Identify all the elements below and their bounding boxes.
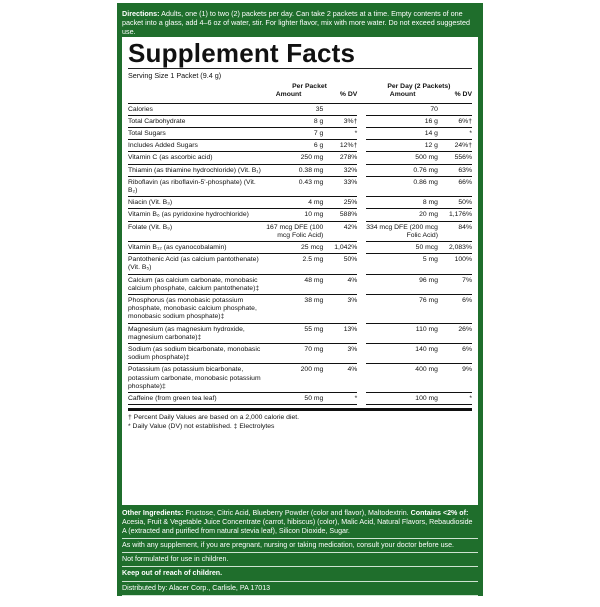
per-day-amount: 0.76 mg <box>366 164 438 176</box>
directions-block <box>122 9 478 36</box>
per-packet-amount: 50 mg <box>262 392 324 404</box>
column-gap <box>357 103 365 115</box>
column-gap <box>357 221 365 241</box>
per-day-dv: 84% <box>438 221 472 241</box>
nutrient-row <box>128 221 472 241</box>
per-day-dv: 24%† <box>438 140 472 152</box>
nutrient-name: Vitamin B₆ (as pyridoxine hydrochloride) <box>128 209 262 221</box>
per-packet-amount: 200 mg <box>262 364 324 393</box>
consumer-line: Consumer Line: 1.888.425.2362 <box>122 597 224 606</box>
per-day-dv: 6% <box>438 343 472 363</box>
footnote: † Percent Daily Values are based on a 2,000 calorie diet. <box>128 414 300 422</box>
per-packet-dv: * <box>323 127 357 139</box>
per-day-amount: 100 mg <box>366 392 438 404</box>
per-packet-amount: 0.38 mg <box>262 164 324 176</box>
column-gap <box>357 392 365 404</box>
per-packet-amount: 55 mg <box>262 323 324 343</box>
per-packet-dv: 278% <box>323 152 357 164</box>
column-gap <box>357 176 365 196</box>
nutrient-name: Magnesium (as magnesium hydroxide, magnesium carbonate)‡ <box>128 323 262 343</box>
per-day-dv: 556% <box>438 152 472 164</box>
per-day-amount: 16 g <box>366 115 438 127</box>
facts-header-row <box>128 81 472 103</box>
nutrient-row <box>128 197 472 209</box>
nutrient-row <box>128 115 472 127</box>
column-gap <box>357 140 365 152</box>
per-day-dv: 6% <box>438 294 472 323</box>
column-gap <box>357 323 365 343</box>
directions-label: Directions: <box>122 9 160 18</box>
per-packet-dv: 12%† <box>323 140 357 152</box>
nutrient-name: Includes Added Sugars <box>128 140 262 152</box>
per-day-dv <box>438 103 472 115</box>
per-day-amount: 20 mg <box>366 209 438 221</box>
column-gap <box>357 343 365 363</box>
nutrient-row <box>128 254 472 274</box>
per-day-amount: 70 <box>366 103 438 115</box>
per-packet-dv: 50% <box>323 254 357 274</box>
facts-title: Supplement Facts <box>128 40 472 69</box>
per-packet-amount: 7 g <box>262 127 324 139</box>
per-packet-dv: 1,042% <box>323 241 357 253</box>
per-packet-amount: 4 mg <box>262 197 324 209</box>
per-packet-dv: 33% <box>323 176 357 196</box>
nutrient-row <box>128 164 472 176</box>
per-packet-dv: 13% <box>323 323 357 343</box>
other-ingredients-text: Fructose, Citric Acid, Blueberry Powder (color and flavor), Maltodextrin. <box>185 509 409 517</box>
per-packet-dv: * <box>323 392 357 404</box>
per-packet-amount: 10 mg <box>262 209 324 221</box>
per-day-dv: 7% <box>438 274 472 294</box>
per-packet-amount: 2.5 mg <box>262 254 324 274</box>
nutrient-name: Sodium (as sodium bicarbonate, monobasic sodium phosphate)‡ <box>128 343 262 363</box>
nutrient-name: Pantothenic Acid (as calcium pantothenate) (Vit. B₅) <box>128 254 262 274</box>
per-day-amount: 334 mcg DFE (200 mcg Folic Acid) <box>366 221 438 241</box>
per-packet-amount: 38 mg <box>262 294 324 323</box>
per-day-label: Per Day (2 Packets) <box>387 83 451 90</box>
per-packet-dv: 3% <box>323 294 357 323</box>
nutrient-row <box>128 127 472 139</box>
per-day-dv: 2,083% <box>438 241 472 253</box>
nutrient-row <box>128 323 472 343</box>
column-gap <box>357 164 365 176</box>
per-day-dv: 66% <box>438 176 472 196</box>
per-day-amount: 400 mg <box>366 364 438 393</box>
per-packet-amount: 48 mg <box>262 274 324 294</box>
contains-text: Acesia, Fruit & Vegetable Juice Concentrate (carrot, hibiscus) (color), Malic Acid, Natural Flavors, Rebaudioside A (extracted and purified from natural stevia leaf), Silicon Dioxide, Sugar. <box>122 518 473 536</box>
contains-label: Contains <2% of: <box>410 509 469 517</box>
per-day-dv: 50% <box>438 197 472 209</box>
serving-size: Serving Size 1 Packet (9.4 g) <box>128 71 222 80</box>
column-gap <box>357 152 365 164</box>
nutrient-name: Calories <box>128 103 262 115</box>
per-packet-dv: 588% <box>323 209 357 221</box>
per-packet-amount: 25 mcg <box>262 241 324 253</box>
column-gap <box>357 254 365 274</box>
nutrient-name: Phosphorus (as monobasic potassium phosphate, monobasic calcium phosphate, monobasic sodium phosphate)‡ <box>128 294 262 323</box>
dv-label: % DV <box>454 91 472 99</box>
nutrient-name: Folate (Vit. B₉) <box>128 221 262 241</box>
per-packet-amount: 250 mg <box>262 152 324 164</box>
per-day-amount: 0.86 mg <box>366 176 438 196</box>
per-day-amount: 500 mg <box>366 152 438 164</box>
per-day-amount: 14 g <box>366 127 438 139</box>
per-day-amount: 110 mg <box>366 323 438 343</box>
distributor: Distributed by: Alacer Corp., Carlisle, PA 17013 <box>122 581 478 593</box>
per-day-dv: 63% <box>438 164 472 176</box>
per-day-dv: 6%† <box>438 115 472 127</box>
per-packet-label: Per Packet <box>292 83 327 90</box>
per-packet-amount: 167 mcg DFE (100 mcg Folic Acid) <box>262 221 324 241</box>
per-day-dv: 26% <box>438 323 472 343</box>
nutrient-row <box>128 152 472 164</box>
nutrient-name: Riboflavin (as riboflavin-5'-phosphate) (Vit. B₂) <box>128 176 262 196</box>
ingredients-block <box>122 505 478 607</box>
column-gap <box>357 274 365 294</box>
per-packet-dv: 4% <box>323 274 357 294</box>
consumer-line-row <box>122 595 478 607</box>
per-day-amount: 96 mg <box>366 274 438 294</box>
per-day-dv: 1,176% <box>438 209 472 221</box>
nutrient-row <box>128 140 472 152</box>
nutrient-name: Calcium (as calcium carbonate, monobasic calcium phosphate, calcium pantothenate)‡ <box>128 274 262 294</box>
per-day-amount: 140 mg <box>366 343 438 363</box>
per-packet-amount: 70 mg <box>262 343 324 363</box>
amount-label: Amount <box>275 91 302 99</box>
nutrient-row <box>128 103 472 115</box>
nutrient-row <box>128 209 472 221</box>
per-packet-header <box>262 81 358 103</box>
per-day-amount: 12 g <box>366 140 438 152</box>
footnote: * Daily Value (DV) not established. ‡ Electrolytes <box>128 422 275 430</box>
nutrient-row <box>128 392 472 404</box>
column-gap <box>357 127 365 139</box>
per-day-dv: * <box>438 392 472 404</box>
directions-text: Adults, one (1) to two (2) packets per day. Can take 2 packets at a time. Empty contents of one packet into a glass, add 4–6 oz of water, stir. For lighter flavor, mix with more water. Do not exceed suggested use. <box>122 9 470 37</box>
nutrient-name: Total Carbohydrate <box>128 115 262 127</box>
nutrient-name: Total Sugars <box>128 127 262 139</box>
column-gap <box>357 241 365 253</box>
footnotes <box>128 411 472 431</box>
per-packet-amount: 8 g <box>262 115 324 127</box>
nutrient-name: Caffeine (from green tea leaf) <box>128 392 262 404</box>
nutrient-name: Vitamin C (as ascorbic acid) <box>128 152 262 164</box>
facts-table <box>128 81 472 405</box>
keep-out-warning: Keep out of reach of children. <box>122 569 223 578</box>
column-gap <box>357 209 365 221</box>
nutrient-row <box>128 241 472 253</box>
per-day-amount: 5 mg <box>366 254 438 274</box>
amount-label: Amount <box>389 91 416 99</box>
children-note: Not formulated for use in children. <box>122 552 478 564</box>
nutrient-name: Thiamin (as thiamine hydrochloride) (Vit. B₁) <box>128 164 262 176</box>
website: emergenc.com <box>225 597 276 606</box>
column-gap <box>357 294 365 323</box>
per-packet-dv: 25% <box>323 197 357 209</box>
per-day-dv: 9% <box>438 364 472 393</box>
per-packet-amount: 0.43 mg <box>262 176 324 196</box>
nutrient-row <box>128 274 472 294</box>
nutrient-name: Potassium (as potassium bicarbonate, potassium carbonate, monobasic potassium phosphate)‡ <box>128 364 262 393</box>
warning-text: As with any supplement, if you are pregnant, nursing or taking medication, consult your doctor before use. <box>122 538 478 550</box>
nutrient-row <box>128 343 472 363</box>
per-day-dv: 100% <box>438 254 472 274</box>
nutrient-name: Vitamin B₁₂ (as cyanocobalamin) <box>128 241 262 253</box>
supplement-facts-box <box>122 37 478 505</box>
per-day-header <box>366 81 472 103</box>
per-packet-amount: 6 g <box>262 140 324 152</box>
nutrient-row <box>128 364 472 393</box>
label-panel <box>117 3 483 606</box>
per-day-amount: 76 mg <box>366 294 438 323</box>
nutrient-row <box>128 294 472 323</box>
per-packet-dv <box>323 103 357 115</box>
nutrient-name: Niacin (Vit. B₃) <box>128 197 262 209</box>
nutrient-row <box>128 176 472 196</box>
per-packet-dv: 3%† <box>323 115 357 127</box>
per-packet-dv: 42% <box>323 221 357 241</box>
column-gap <box>357 364 365 393</box>
dv-label: % DV <box>339 91 358 99</box>
copyright: © 2018 Alacer Corp. <box>277 597 342 606</box>
facts-rows <box>128 103 472 405</box>
column-gap <box>357 115 365 127</box>
per-packet-amount: 35 <box>262 103 324 115</box>
per-day-dv: * <box>438 127 472 139</box>
column-gap <box>357 197 365 209</box>
per-day-amount: 8 mg <box>366 197 438 209</box>
per-packet-dv: 3% <box>323 343 357 363</box>
per-packet-dv: 4% <box>323 364 357 393</box>
other-ingredients-label: Other Ingredients: <box>122 509 184 517</box>
per-day-amount: 50 mcg <box>366 241 438 253</box>
per-packet-dv: 32% <box>323 164 357 176</box>
